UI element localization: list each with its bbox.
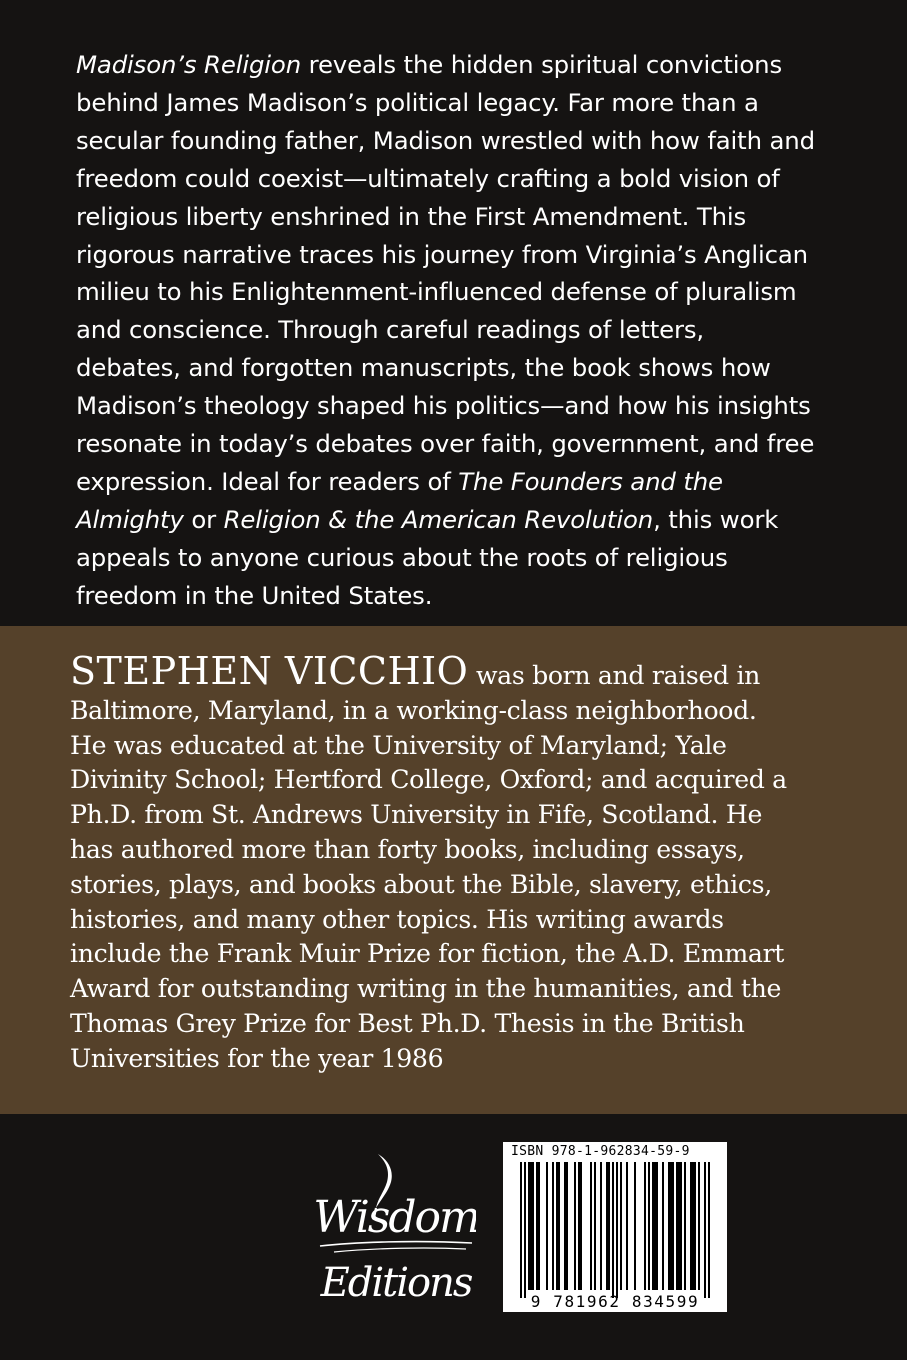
barcode-bar: [620, 1162, 622, 1290]
description-line: [76, 84, 866, 122]
description-text: religious liberty enshrined in the First Amendment. This: [76, 201, 747, 231]
isbn-label: ISBN 978-1-962834-59-9: [511, 1144, 690, 1159]
description-line: [76, 463, 866, 501]
barcode-bar: [694, 1162, 696, 1290]
author-bio-line: include the Frank Muir Prize for fiction, the A.D. Emmart: [70, 939, 785, 969]
description-line: [76, 387, 866, 425]
barcode-bar: [594, 1162, 596, 1290]
barcode-bar: [612, 1162, 614, 1298]
barcode-bar: [708, 1162, 710, 1298]
barcode-bar: [524, 1162, 526, 1298]
barcode-bar: [678, 1162, 680, 1290]
description-line: [76, 236, 866, 274]
barcode-bar: [626, 1162, 628, 1290]
author-bio: [70, 649, 850, 1077]
description-text: appeals to anyone curious about the roots of religious: [76, 542, 728, 572]
barcode-bars: [503, 1142, 727, 1312]
barcode-bar: [578, 1162, 580, 1290]
description-text: freedom in the United States.: [76, 580, 433, 610]
description-line: [76, 349, 866, 387]
barcode-bar: [684, 1162, 686, 1290]
barcode-bar: [564, 1162, 566, 1290]
author-bio-line: Award for outstanding writing in the humanities, and the: [70, 974, 782, 1004]
pen-quill-icon: [316, 1148, 476, 1308]
barcode-bar: [552, 1162, 554, 1290]
book-description: [76, 46, 866, 615]
author-bio-line: He was educated at the University of Maryland; Yale: [70, 730, 727, 760]
book-title-mention: Religion & the American Revolution: [223, 504, 654, 534]
description-line: [76, 539, 866, 577]
barcode-bar: [606, 1162, 608, 1290]
isbn-barcode: [503, 1142, 727, 1312]
description-line: [76, 311, 866, 349]
publisher-logo-line2: Editions: [320, 1260, 472, 1306]
author-bio-line: Ph.D. from St. Andrews University in Fife, Scotland. He: [70, 800, 763, 830]
barcode-bar: [652, 1162, 654, 1290]
barcode-bar: [566, 1162, 568, 1290]
description-line: [76, 273, 866, 311]
barcode-bar: [656, 1162, 658, 1290]
publisher-logo: [316, 1148, 476, 1308]
description-text: milieu to his Enlightenment-influenced defense of pluralism: [76, 277, 797, 307]
barcode-bar: [662, 1162, 664, 1290]
barcode-bar: [704, 1162, 706, 1298]
barcode-bar: [580, 1162, 582, 1290]
author-bio-line: Universities for the year 1986: [70, 1043, 444, 1073]
description-text: resonate in today’s debates over faith, government, and free: [76, 429, 815, 459]
book-title-mention: Almighty: [76, 504, 184, 534]
author-bio-first-line: [70, 649, 850, 694]
author-name: STEPHEN VICCHIO: [70, 649, 469, 693]
description-text: freedom could coexist—ultimately crafting a bold vision of: [76, 163, 780, 193]
author-bio-line: stories, plays, and books about the Bible, slavery, ethics,: [70, 869, 772, 899]
description-line: [76, 122, 866, 160]
publisher-logo-line1: Wisdom: [316, 1192, 476, 1243]
description-text: and conscience. Through careful readings of letters,: [76, 315, 705, 345]
barcode-bar: [690, 1162, 692, 1290]
barcode-bar: [648, 1162, 650, 1290]
book-title-mention: The Founders and the: [458, 466, 723, 496]
barcode-bar: [520, 1162, 522, 1298]
barcode-bar: [692, 1162, 694, 1290]
description-text: secular founding father, Madison wrestled with how faith and: [76, 125, 815, 155]
barcode-bar: [670, 1162, 672, 1290]
barcode-bar: [634, 1162, 636, 1290]
barcode-bar: [600, 1162, 602, 1290]
barcode-bar: [546, 1162, 548, 1290]
description-text: reveals the hidden spiritual convictions: [301, 50, 783, 79]
book-title-mention: Madison’s Religion: [76, 50, 301, 79]
description-text: Madison’s theology shaped his politics—and how his insights: [76, 391, 811, 421]
description-line: [76, 501, 866, 539]
barcode-bar: [530, 1162, 532, 1290]
barcode-bar: [536, 1162, 538, 1290]
description-line: [76, 160, 866, 198]
barcode-bar: [538, 1162, 540, 1290]
barcode-bar: [590, 1162, 592, 1290]
author-bio-line: Baltimore, Maryland, in a working-class neighborhood.: [70, 695, 757, 725]
barcode-bar: [654, 1162, 656, 1290]
barcode-bar: [556, 1162, 558, 1290]
barcode-bar: [676, 1162, 678, 1290]
description-text: , this work: [653, 504, 779, 534]
author-bio-line: Divinity School; Hertford College, Oxford; and acquired a: [70, 765, 787, 795]
barcode-bar: [532, 1162, 534, 1290]
barcode-bar: [608, 1162, 610, 1290]
barcode-bar: [574, 1162, 576, 1290]
author-bio-first-line-rest: was born and raised in: [468, 661, 761, 690]
description-line: [76, 198, 866, 236]
barcode-bar: [616, 1162, 618, 1298]
isbn-digits: 9 781962 834599: [530, 1292, 700, 1311]
description-text: or: [183, 504, 224, 534]
author-bio-line: histories, and many other topics. His writing awards: [70, 904, 724, 934]
barcode-bar: [644, 1162, 646, 1290]
description-line: [76, 577, 866, 615]
barcode-bar: [698, 1162, 700, 1290]
author-bio-line: has authored more than forty books, including essays,: [70, 834, 745, 864]
barcode-bar: [558, 1162, 560, 1290]
description-line: [76, 425, 866, 463]
description-text: expression. Ideal for readers of: [76, 466, 459, 496]
barcode-bar: [680, 1162, 682, 1290]
description-text: rigorous narrative traces his journey from Virginia’s Anglican: [76, 239, 808, 269]
barcode-bar: [668, 1162, 670, 1290]
description-text: debates, and forgotten manuscripts, the book shows how: [76, 353, 771, 383]
description-line: [76, 46, 866, 84]
author-bio-line: Thomas Grey Prize for Best Ph.D. Thesis in the British: [70, 1008, 745, 1038]
description-text: behind James Madison’s political legacy. Far more than a: [76, 87, 759, 117]
barcode-bar: [672, 1162, 674, 1290]
barcode-bar: [528, 1162, 530, 1290]
